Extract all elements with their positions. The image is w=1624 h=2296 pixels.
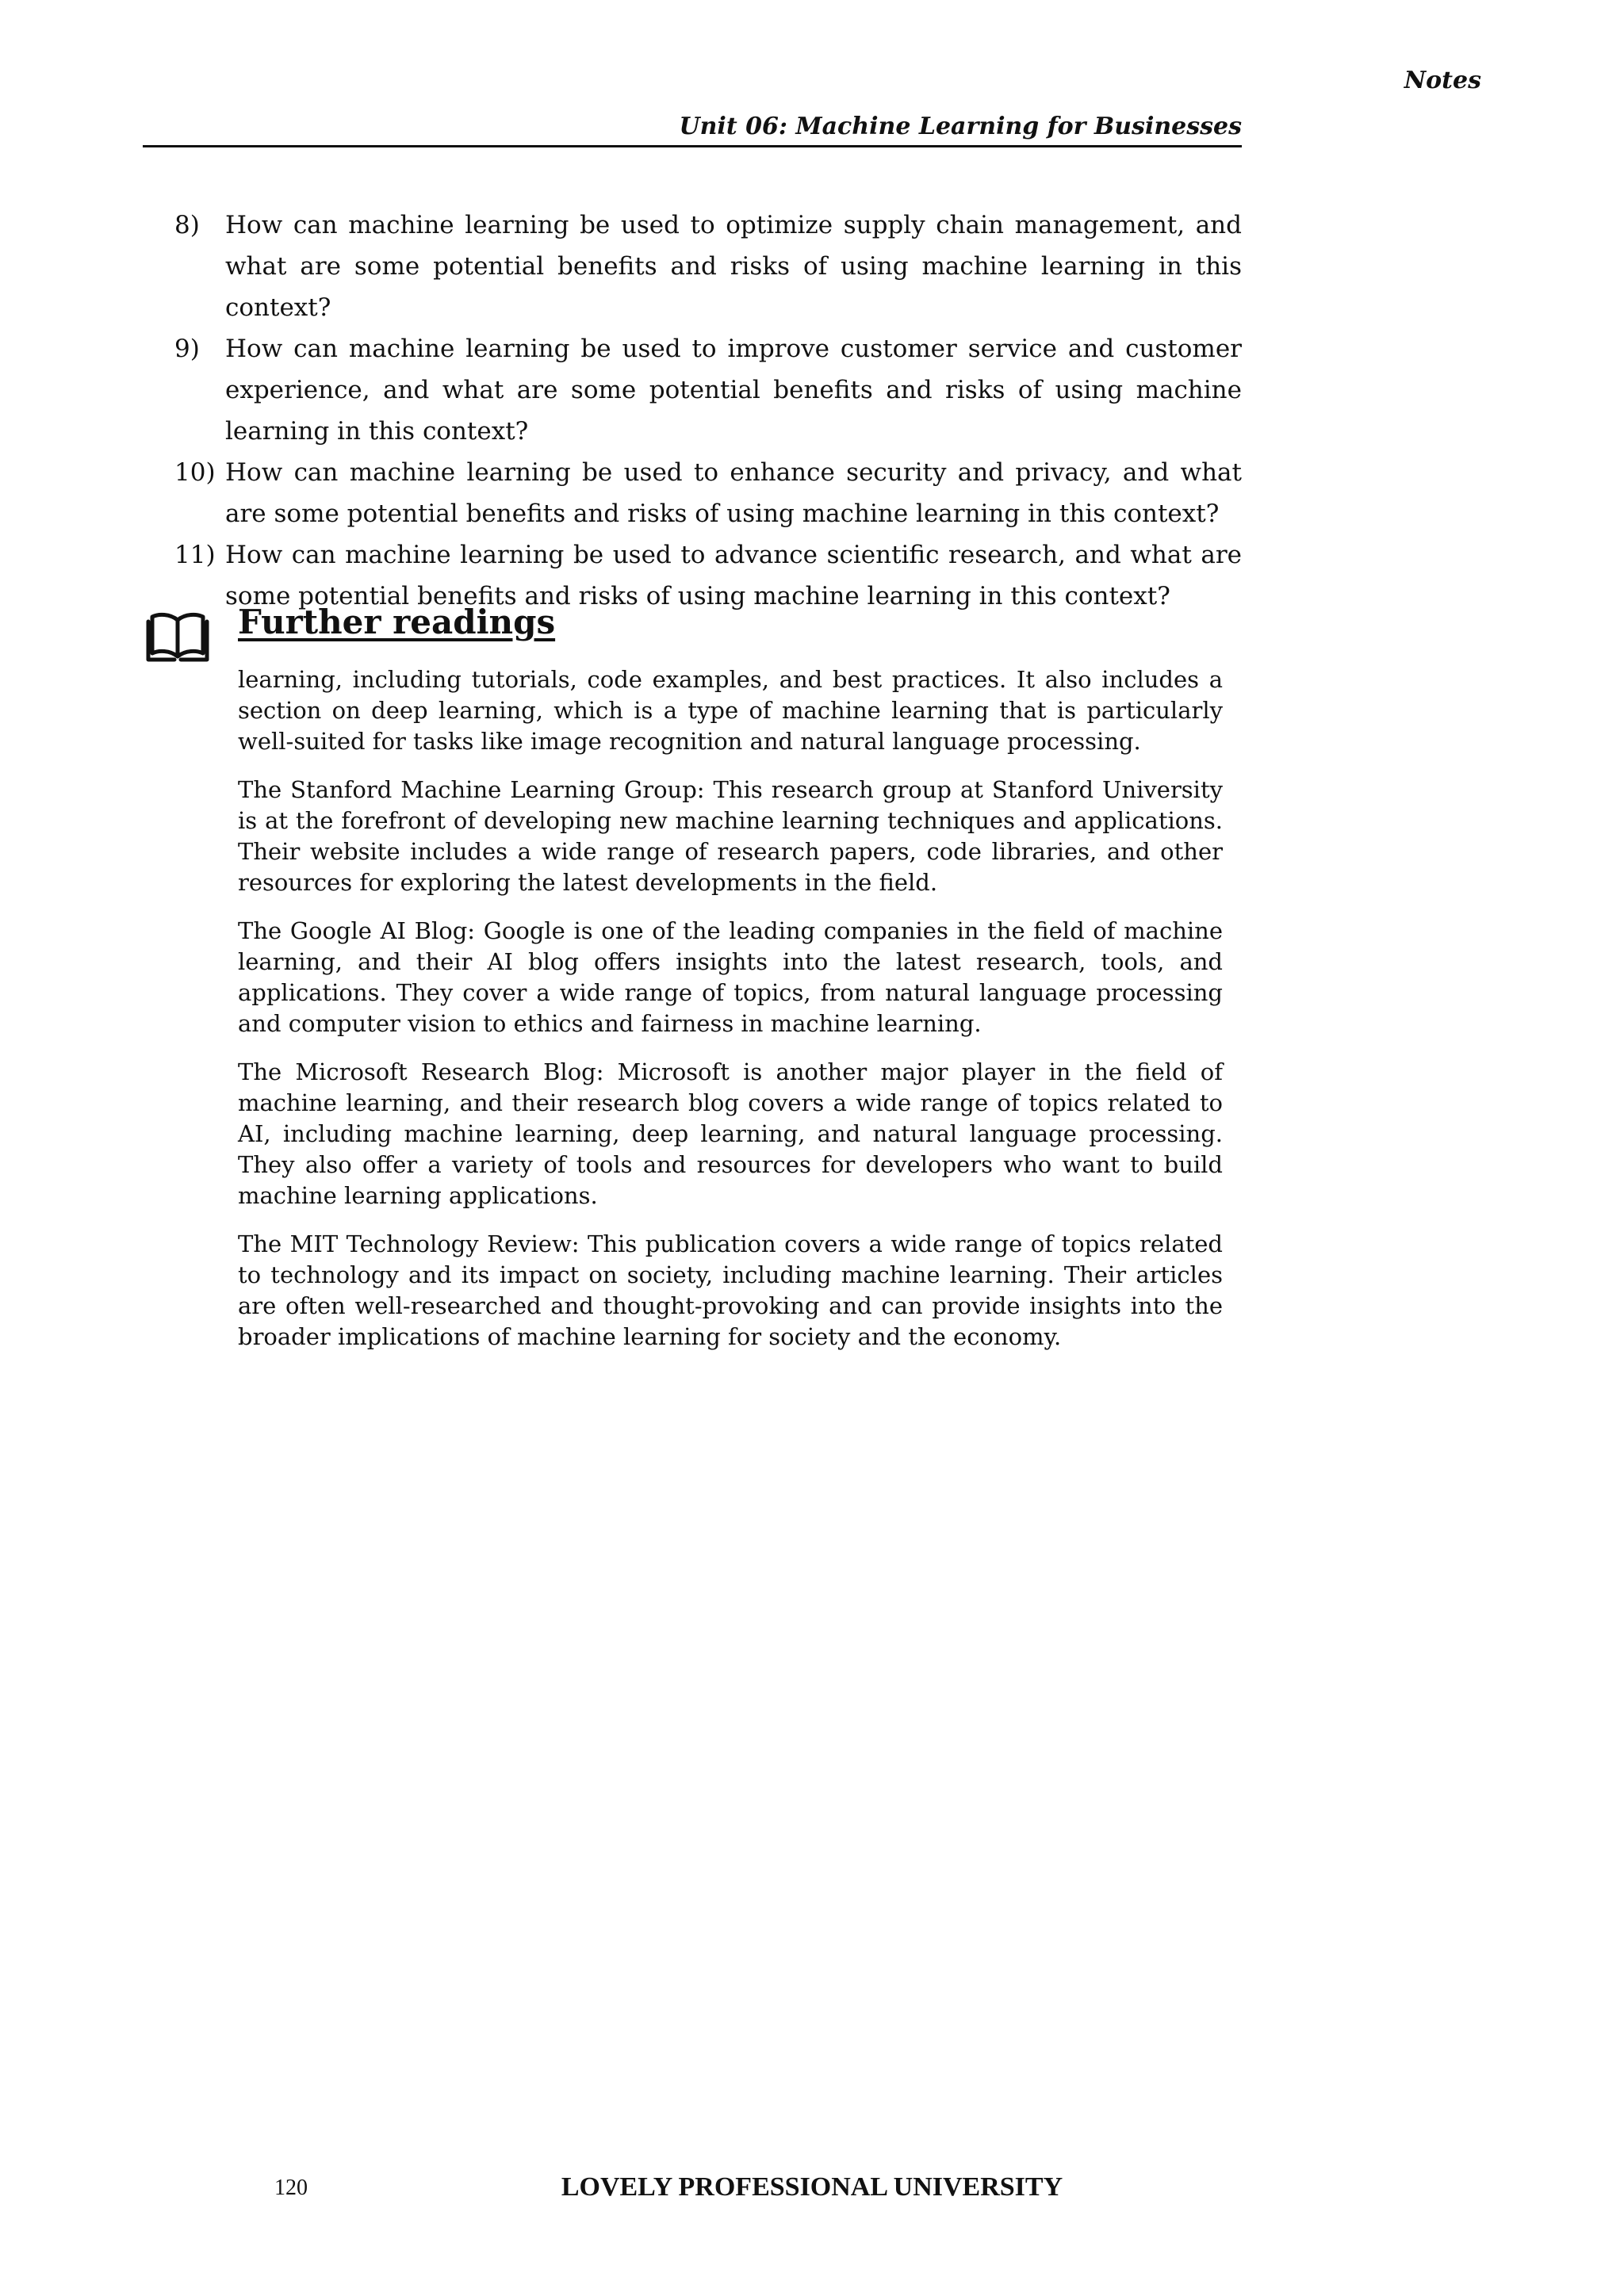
reading-paragraph: The MIT Technology Review: This publication covers a wide range of topics related to technology and its impact on society, including machine learning. Their articles are often well-researched and thought-provoking and can provide insights into the broader implications of machine learning for society and the economy. xyxy=(238,1230,1223,1350)
reading-paragraph: The Stanford Machine Learning Group: This research group at Stanford University is at the forefront of developing new machine learning techniques and applications. Their website includes a wide range of research papers, code libraries, and other resources for exploring the latest developments in the field. xyxy=(238,776,1223,896)
question-number: 8) xyxy=(174,211,200,239)
question-item xyxy=(174,328,1242,452)
notes-label: Notes xyxy=(1404,67,1481,94)
running-header: Unit 06: Machine Learning for Businesses xyxy=(143,113,1242,147)
reading-paragraph: The Microsoft Research Blog: Microsoft is another major player in the field of machine learning, and their research blog covers a wide range of topics related to AI, including machine learning, deep learning, and natural language processing. They also offer a variety of tools and resources for developers who want to build machine learning applications. xyxy=(238,1058,1223,1209)
reading-paragraph: learning, including tutorials, code examples, and best practices. It also includes a section on deep learning, which is a type of machine learning that is particularly well-suited for tasks like image recognition and natural language processing. xyxy=(238,666,1223,755)
question-number: 10) xyxy=(174,458,216,487)
question-number: 11) xyxy=(174,541,216,569)
book-icon xyxy=(146,609,209,664)
question-text: How can machine learning be used to enhance security and privacy, and what are some potential benefits and risks of using machine learning in this context? xyxy=(225,458,1242,528)
question-number: 9) xyxy=(174,335,200,363)
question-item xyxy=(174,452,1242,534)
question-text: How can machine learning be used to optimize supply chain management, and what are some potential benefits and risks of using machine learning in this context? xyxy=(225,211,1242,322)
further-readings-body xyxy=(238,664,1223,1370)
page-number: 120 xyxy=(274,2175,308,2200)
reading-paragraph: The Google AI Blog: Google is one of the leading companies in the field of machine learning, and their AI blog offers insights into the latest research, tools, and applications. They cover a wide range of topics, from natural language processing and computer vision to ethics and fairness in machine learning. xyxy=(238,917,1223,1037)
question-list xyxy=(174,205,1242,617)
further-readings-heading: Further readings xyxy=(238,603,556,641)
question-item xyxy=(174,205,1242,328)
question-text: How can machine learning be used to improve customer service and customer experience, and what are some potential benefits and risks of using machine learning in this context? xyxy=(225,335,1242,446)
footer-university: LOVELY PROFESSIONAL UNIVERSITY xyxy=(561,2172,1063,2202)
question-text: How can machine learning be used to advance scientific research, and what are some potential benefits and risks of using machine learning in this context? xyxy=(225,541,1242,610)
